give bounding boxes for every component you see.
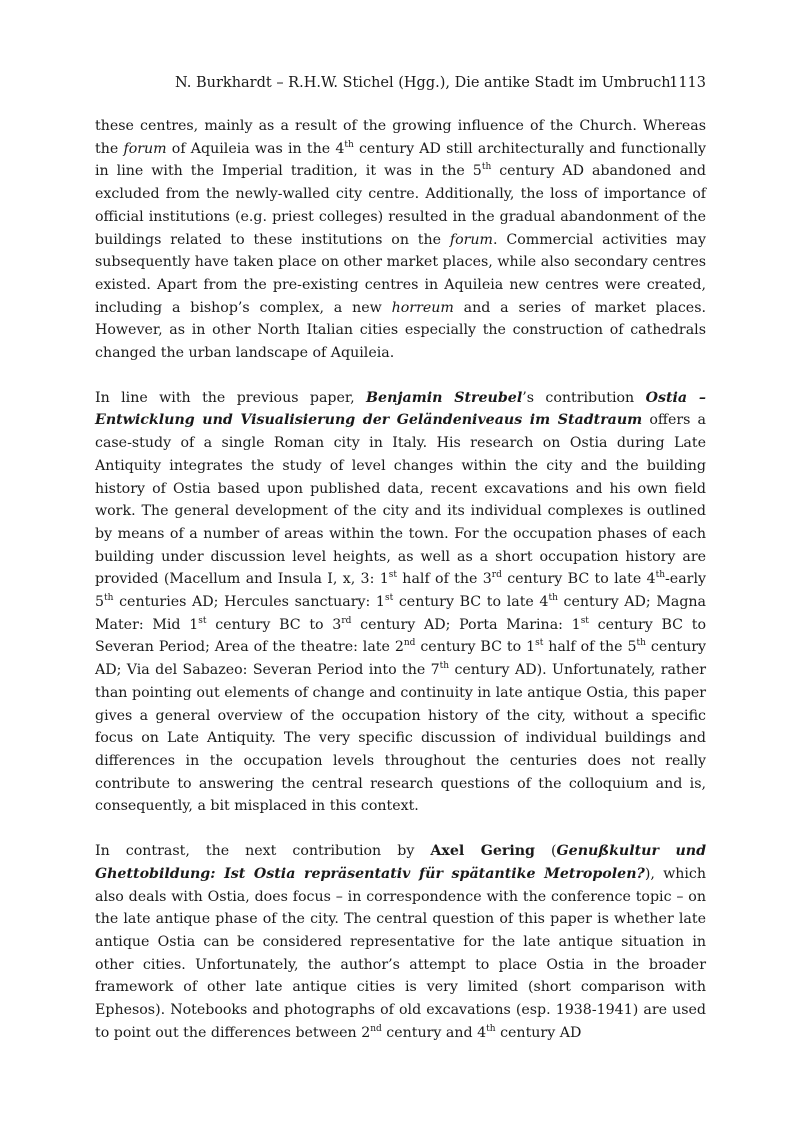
ordinal-suffix: st <box>580 615 589 626</box>
text-run: these centres, mainly as a result of the growing influence of the Church. Whereas the <box>95 118 706 157</box>
text-run: century AD abandoned and excluded from the newly-walled city centre. Additionally, the loss of importance of official institutions (e.g. priest colleges) resulted in the gradual abandonment of the buildings related to these institutions on the <box>95 163 706 248</box>
ordinal-suffix: th <box>439 661 450 672</box>
ordinal-suffix: st <box>198 615 207 626</box>
italic-text: horreum <box>391 299 454 316</box>
ordinal-suffix: nd <box>403 638 416 649</box>
paragraph <box>95 387 706 818</box>
text-run: centuries AD; Hercules sanctuary: 1 <box>113 594 385 611</box>
ordinal-suffix: nd <box>370 1023 382 1034</box>
bold-text: Genußkultur und Ghettobildung: Ist Ostia repräsentativ für spätantike Metropolen? <box>95 843 706 882</box>
italic-text: forum <box>123 140 167 157</box>
text-run: century BC to late 4 <box>501 571 656 588</box>
paragraph <box>95 840 706 1044</box>
text-run: and a series of market places. However, as in other North Italian cities especially the construction of cathedrals changed the urban landscape of Aquileia. <box>95 299 706 362</box>
text-run: ( <box>534 843 557 860</box>
ordinal-suffix: st <box>388 570 397 581</box>
ordinal-suffix: th <box>655 570 666 581</box>
text-run: century AD; Magna Mater: Mid 1 <box>95 594 706 633</box>
ordinal-suffix: rd <box>491 570 502 581</box>
text-run: half of the 5 <box>543 639 637 656</box>
ordinal-suffix: th <box>548 593 558 604</box>
ordinal-suffix: th <box>486 1023 496 1034</box>
ordinal-suffix: th <box>636 638 646 649</box>
ordinal-suffix: th <box>481 162 492 173</box>
text-run: of Aquileia was in the 4 <box>166 140 345 157</box>
body-text <box>95 115 706 1066</box>
running-header-title: N. Burkhardt – R.H.W. Stichel (Hgg.), Die antike Stadt im Umbruch <box>175 75 671 91</box>
text-run: -early 5 <box>95 571 706 611</box>
ordinal-suffix: st <box>384 593 394 604</box>
ordinal-suffix: st <box>535 638 544 649</box>
text-run: offers a case-study of a single Roman city in Italy. His research on Ostia during Late Antiquity integrates the study of level changes within the city and the building history of Ostia based upon published data, recent excavations and his own field work. The general development of the city and its individual complexes is outlined by means of a number of areas within the town. For the occupation phases of each building under discussion level heights, as well as a short occupation history are provided (Macellum and Insula I, x, 3: 1 <box>95 412 706 588</box>
ordinal-suffix: rd <box>341 615 352 626</box>
running-header <box>95 72 706 94</box>
paragraph <box>95 115 706 365</box>
text-run: half of the 3 <box>396 571 492 588</box>
text-run: century AD; Porta Marina: 1 <box>351 616 581 633</box>
ordinal-suffix: th <box>344 139 354 150</box>
text-run: . Commercial activities may subsequently have taken place on other market places, while also secondary centres existed. Apart from the pre-existing centres in Aquileia new centres were created, including a bishop’s complex, a new <box>95 231 706 316</box>
text-run: century BC to 3 <box>206 616 342 633</box>
bold-text: Benjamin Streubel <box>366 389 523 406</box>
text-run: century AD <box>495 1024 582 1041</box>
text-run: century AD). Unfortunately, rather than pointing out elements of change and continuity in late antique Ostia, this paper gives a general overview of the occupation history of the city, without a specific focus on Late Antiquity. The very specific discussion of individual buildings and differences in the occupation levels throughout the centuries does not really contribute to answering the central research questions of the colloquium and is, consequently, a bit misplaced in this context. <box>95 662 706 815</box>
text-run: century and 4 <box>381 1024 487 1041</box>
text-run: century BC to late 4 <box>393 594 549 611</box>
text-run: century BC to Severan Period; Area of the theatre: late 2 <box>95 616 706 656</box>
text-run: century AD still architecturally and functionally in line with the Imperial tradition, it was in the 5 <box>95 140 706 180</box>
text-run: century AD; Via del Sabazeo: Severan Period into the 7 <box>95 639 707 679</box>
italic-text: forum <box>449 231 494 248</box>
text-run: ’s contribution <box>522 389 646 406</box>
text-run: In line with the previous paper, <box>95 389 367 406</box>
bold-text: Axel Gering <box>430 843 535 860</box>
bold-text: Ostia – Entwicklung und Visualisierung der Geländeniveaus im Stadtraum <box>95 389 707 429</box>
text-run: century BC to 1 <box>415 639 536 656</box>
page-number: 1113 <box>669 75 706 91</box>
text-run: ), which also deals with Ostia, does focus – in correspondence with the conference topic – on the late antique phase of the city. The central question of this paper is whether late antique Ostia can be considered representative for the late antique situation in other cities. Unfortunately, the author’s attempt to place Ostia in the broader framework of other late antique cities is very limited (short comparison with Ephesos). Notebooks and photographs of old excavations (esp. 1938-1941) are used to point out the differences between 2 <box>95 865 706 1041</box>
text-run: In contrast, the next contribution by <box>95 843 431 860</box>
ordinal-suffix: th <box>104 593 114 604</box>
